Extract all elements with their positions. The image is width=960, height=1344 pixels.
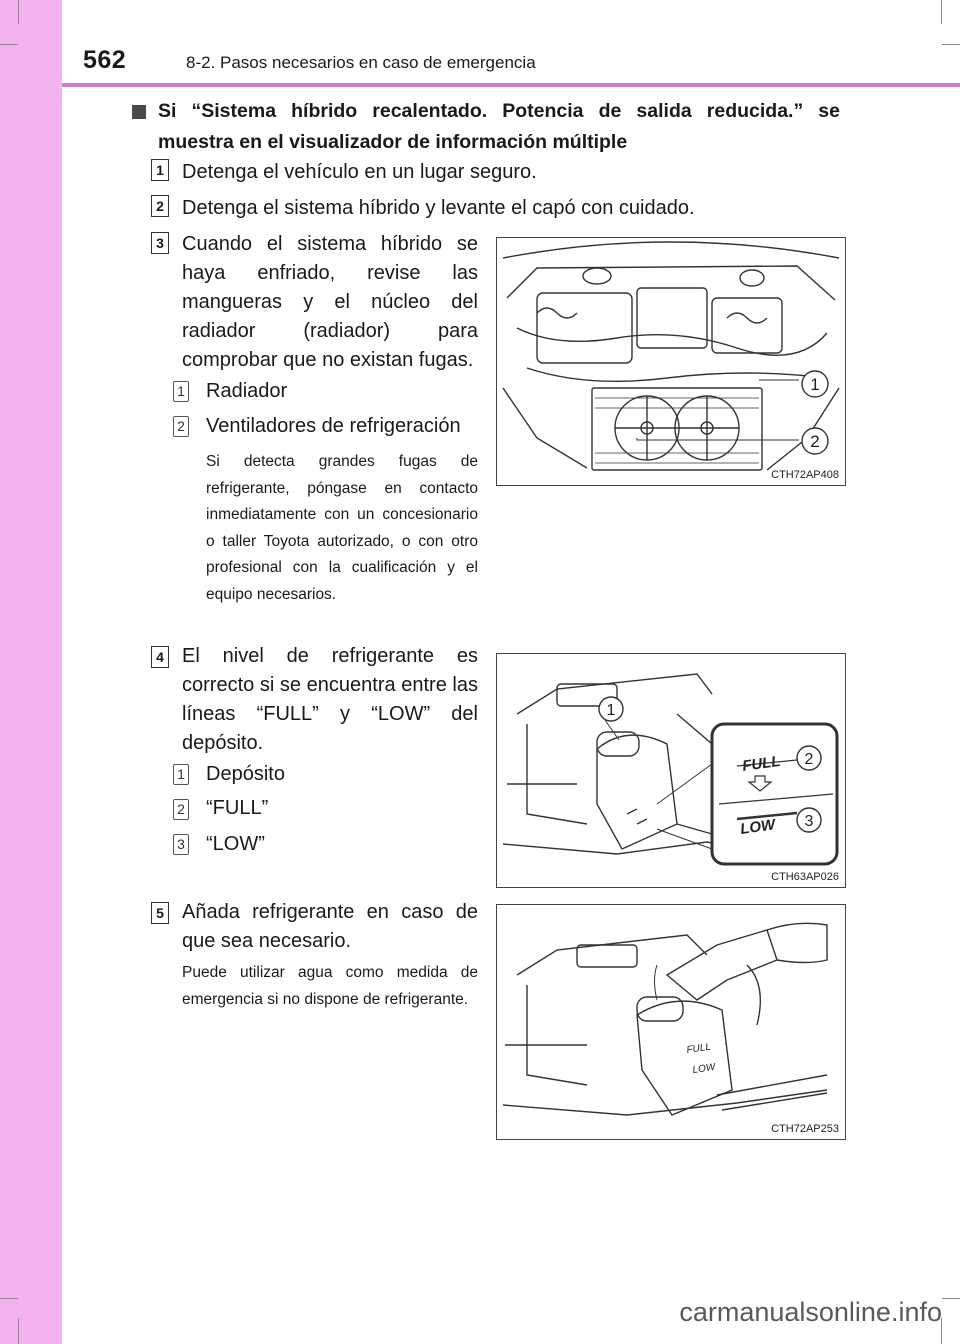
- low-mark: LOW: [739, 816, 777, 838]
- engine-bay-illustration: [497, 238, 845, 485]
- section-title: 8-2. Pasos necesarios en caso de emergencia: [186, 53, 536, 72]
- leader-line: [637, 438, 799, 440]
- step-number-box: 5: [151, 902, 169, 924]
- step-text: Detenga el vehículo en un lugar seguro.: [182, 161, 537, 183]
- page-number: 562: [83, 46, 127, 74]
- full-mark: FULL: [741, 752, 782, 775]
- callout-1: 1: [606, 702, 616, 719]
- callout-1: 1: [810, 375, 820, 394]
- callout-3: 3: [804, 813, 814, 830]
- engine-bay-figure: [496, 237, 846, 486]
- legend-number: 2: [173, 416, 189, 437]
- crop-mark: [0, 1298, 18, 1299]
- legend-number: 1: [173, 381, 189, 402]
- legend-number: 2: [173, 799, 189, 820]
- step-number-box: 4: [151, 646, 169, 668]
- figure-code: CTH72AP408: [771, 469, 839, 481]
- note-text: Puede utilizar agua como medida de emergencia si no dispone de refrigerante.: [182, 964, 478, 1008]
- refill-figure: [496, 904, 846, 1140]
- refill-illustration: [497, 905, 845, 1139]
- legend-label: Radiador: [206, 380, 288, 402]
- header-rule: [62, 83, 960, 87]
- legend-number: 3: [173, 834, 189, 855]
- reservoir-figure: [496, 653, 846, 888]
- watermark[interactable]: carmanualsonline.info: [679, 1297, 942, 1327]
- callout-2: 2: [810, 432, 820, 451]
- crop-mark: [0, 44, 18, 45]
- step-text: Cuando el sistema híbrido se haya enfriado, revise las mangueras y el núcleo del radiador (radiador) para comprobar que no existan fugas.: [182, 233, 478, 371]
- legend-number: 1: [173, 764, 189, 785]
- crop-mark: [18, 0, 19, 24]
- legend-label: “FULL”: [206, 797, 269, 819]
- legend-label: “LOW”: [206, 833, 265, 855]
- note-text: Si detecta grandes fugas de refrigerante, póngase en contacto inmediatamente con un concesionario o taller Toyota autorizado, o con otro profesional con la cualificación y el equipo necesarios.: [206, 453, 478, 603]
- side-color-band: [0, 0, 62, 1344]
- step-number-box: 3: [151, 232, 169, 254]
- low-mark: LOW: [691, 1061, 716, 1076]
- section-heading: [132, 96, 840, 158]
- step-number-box: 2: [151, 195, 169, 217]
- crop-mark: [942, 1298, 960, 1299]
- square-bullet-icon: [132, 105, 146, 119]
- legend-label: Ventiladores de refrigeración: [206, 415, 461, 437]
- crop-mark: [941, 0, 942, 24]
- legend-label: Depósito: [206, 763, 285, 785]
- heading-text: Si “Sistema híbrido recalentado. Potencia de salida reducida.” se muestra en el visualizador de información múltiple: [158, 100, 840, 153]
- step-text: Añada refrigerante en caso de que sea necesario.: [182, 901, 478, 952]
- step-text: Detenga el sistema híbrido y levante el capó con cuidado.: [182, 197, 695, 219]
- full-mark: FULL: [685, 1041, 712, 1056]
- figure-code: CTH63AP026: [771, 871, 839, 883]
- step-number-box: 1: [151, 159, 169, 181]
- step-text: El nivel de refrigerante es correcto si se encuentra entre las líneas “FULL” y “LOW” del depósito.: [182, 645, 478, 754]
- figure-code: CTH72AP253: [771, 1123, 839, 1135]
- crop-mark: [18, 1318, 19, 1344]
- callout-2: 2: [804, 751, 814, 768]
- crop-mark: [942, 44, 960, 45]
- reservoir-illustration: [497, 654, 845, 887]
